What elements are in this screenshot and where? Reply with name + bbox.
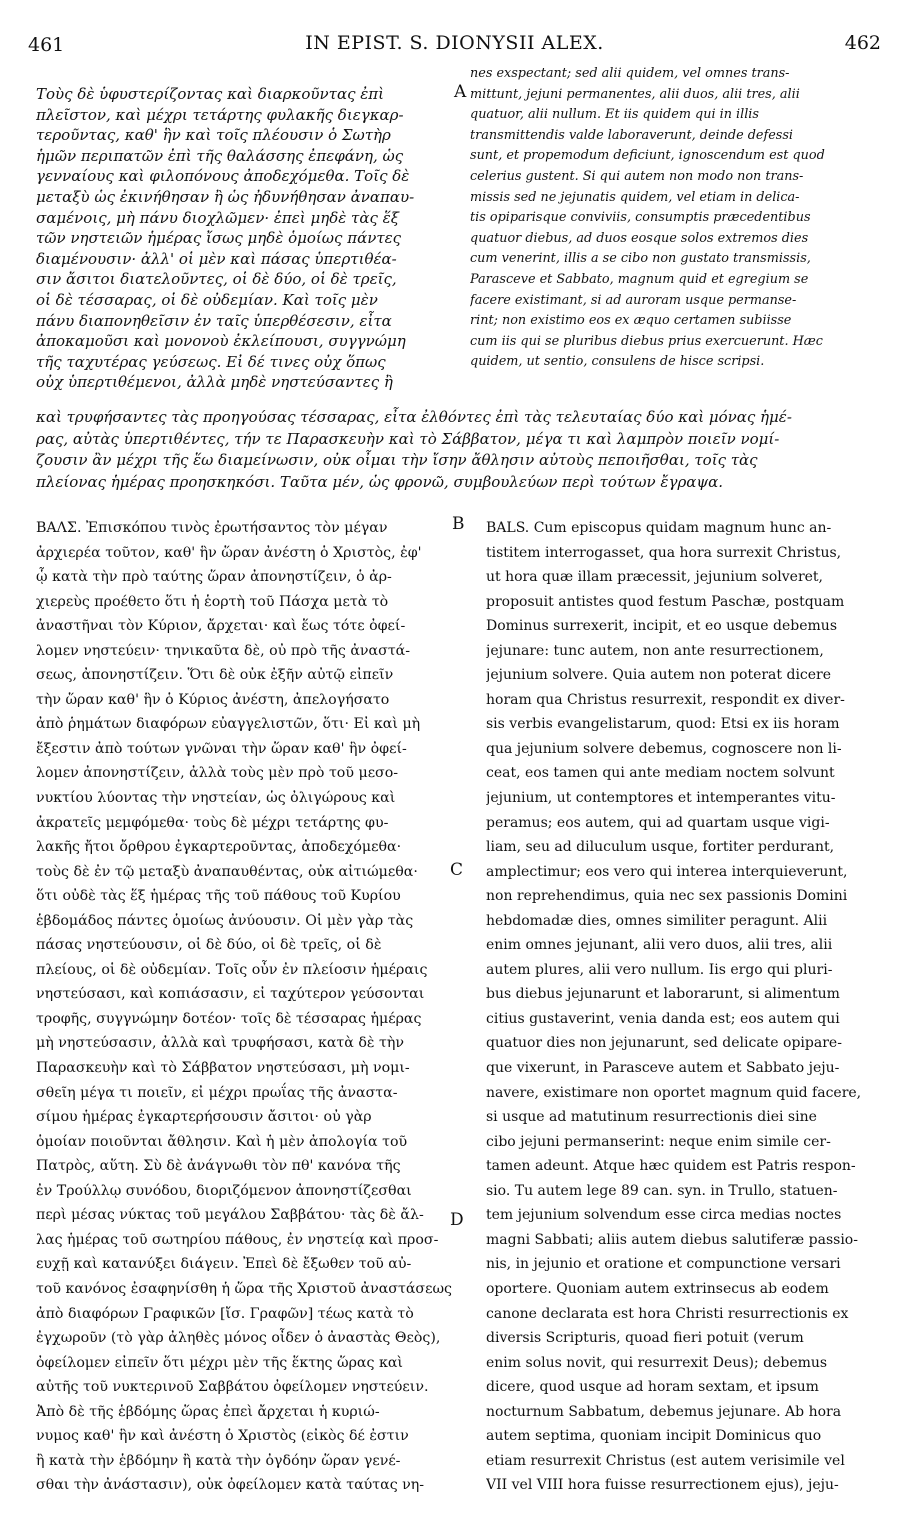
text-line: mittunt, jejuni permanentes, alii duos, alii tres, alii (470, 86, 800, 102)
text-line: ἀρχιερέα τοῦτον, καθ' ἣν ὥραν ἀνέστη ὁ Χριστὸς, ἐφ' (36, 544, 422, 561)
text-line: amplectimur; eos vero qui interea interquieverunt, (486, 863, 848, 880)
text-line: jejunium, ut contemptores et intemperantes vitu- (486, 790, 836, 807)
text-line: BALS. Cum episcopus quidam magnum hunc an- (486, 520, 832, 536)
text-line: etiam resurrexit Christus (est autem verisimile vel (486, 1452, 845, 1469)
text-line: missis sed ne jejunatis quidem, vel etiam in delica- (470, 189, 800, 205)
running-title: IN EPIST. S. DIONYSII ALEX. (305, 32, 604, 54)
text-line: ἐν Τρούλλῳ συνόδου, διοριζόμενον ἀπονηστίζεσθαι (36, 1182, 412, 1199)
page-number-right: 462 (844, 32, 881, 54)
text-line: τῶν νηστειῶν ἡμέρας ἴσως μηδὲ ὁμοίως πάντες (36, 229, 402, 248)
text-line: σθαι τὴν ἀνάστασιν), οὐκ ὀφείλομεν κατὰ ταύτας νη- (36, 1477, 425, 1494)
text-line: ἀπὸ διαφόρων Γραφικῶν [ἴσ. Γραφῶν] τέως κατὰ τὸ (36, 1305, 414, 1322)
greek-column-bottom (36, 516, 460, 1498)
text-line: ἢ κατὰ τὴν ἑβδόμην ἢ κατὰ τὴν ὀγδόην ὥραν γενέ- (36, 1452, 401, 1469)
text-line: ευχῇ καὶ κατανύξει διάγειν. Ἐπεὶ δὲ ἔξωθεν τοῦ αὐ- (36, 1256, 412, 1273)
text-line: bus diebus jejunarunt et laborarunt, si alimentum (486, 986, 840, 1003)
text-line: Παρασκευὴν καὶ τὸ Σάββατον νηστεύσασι, μὴ νομι- (36, 1060, 410, 1077)
text-line: cibo jejuni permanserint: neque enim simile cer- (486, 1133, 831, 1150)
section-marker-b: B (452, 514, 465, 534)
text-line: citius gustaverint, venia danda est; eos autem qui (486, 1010, 840, 1027)
text-line: enim solus novit, qui resurrexit Deus); debemus (486, 1354, 828, 1371)
text-line: rint; non existimo eos ex æquo certamen subiisse (470, 313, 792, 329)
latin-column-top (470, 64, 882, 373)
text-line: quidem, ut sentio, consulens de hisce scripsi. (470, 354, 765, 370)
text-line: σεως, ἀπονηστίζειν. Ὅτι δὲ οὐκ ἐξῆν αὐτῷ εἰπεῖν (36, 667, 394, 684)
text-line: πλείους, οἱ δὲ οὐδεμίαν. Τοῖς οὖν ἐν πλείοσιν ἡμέραις (36, 961, 428, 978)
text-line: τοῦ κανόνος ἐσαφηνίσθη ἡ ὥρα τῆς Χριστοῦ ἀναστάσεως (36, 1280, 452, 1297)
text-line: jejunium solvere. Quia autem non poterat dicere (486, 667, 832, 684)
text-line: magni Sabbati; aliis autem diebus salutiferæ passio- (486, 1231, 858, 1248)
text-line: horam qua Christus resurrexit, respondit ex diver- (486, 691, 845, 708)
text-line: τῆς ταχυτέρας γεύσεως. Εἰ δέ τινες οὐχ ὅπως (36, 352, 386, 371)
text-line: proposuit antistes quod festum Paschæ, postquam (486, 593, 845, 610)
text-line: Dominus surrexerit, incipit, et eo usque debemus (486, 618, 838, 635)
text-line: πλείονας ἡμέρας προησκηκόσι. Ταῦτα μέν, ὡς φρονῶ, συμβουλεύων περὶ τούτων ἔγραψα. (36, 472, 724, 491)
text-line: ἀκρατεῖς μεμφόμεθα· τοὺς δὲ μέχρι τετάρτης φυ- (36, 814, 389, 831)
text-line: Parasceve et Sabbato, magnum quid et egregium se (470, 271, 809, 287)
text-line: περὶ μέσας νύκτας τοῦ μεγάλου Σαββάτου· τὰς δὲ ἄλ- (36, 1207, 424, 1224)
text-line: νυμος καθ' ἣν καὶ ἀνέστη ὁ Χριστὸς (εἰκὸς δέ ἐστιν (36, 1428, 409, 1445)
text-line: πάσας νηστεύουσιν, οἱ δὲ δύο, οἱ δὲ τρεῖς, οἱ δὲ (36, 937, 382, 954)
text-line: διαμένουσιν· ἀλλ' οἱ μὲν καὶ πάσας ὑπερτιθέα- (36, 249, 397, 268)
text-line: ἐγχωροῦν (τὸ γὰρ ἀληθὲς μόνος οἶδεν ὁ ἀναστὰς Θεὸς), (36, 1330, 441, 1347)
text-line: sis verbis evangelistarum, quod: Etsi ex iis horam (486, 716, 840, 733)
text-line: hebdomadæ dies, omnes similiter peragunt. Alii (486, 912, 828, 929)
text-line: τοὺς δὲ ἐν τῷ μεταξὺ ἀναπαυθέντας, οὐκ αἰτιώμεθα· (36, 863, 418, 880)
text-line: tis opiparisque conviviis, consumptis præcedentibus (470, 210, 811, 226)
text-line: σίμου ἡμέρας ἐγκαρτερήσουσιν ἄσιτοι· οὐ γὰρ (36, 1109, 372, 1126)
text-line: quatuor, alii nullum. Et iis quidem qui in illis (470, 107, 759, 123)
text-line: que vixerunt, in Parasceve autem et Sabbato jeju- (486, 1060, 840, 1077)
section-marker-c: C (450, 860, 464, 880)
text-line: navere, existimare non oportet magnum quid facere, (486, 1084, 862, 1101)
text-line: πλεῖστον, καὶ μέχρι τετάρτης φυλακῆς διεγκαρ- (36, 105, 404, 124)
text-line: ὁμοίαν ποιοῦνται ἄθλησιν. Καὶ ἡ μὲν ἀπολογία τοῦ (36, 1133, 408, 1150)
text-line: ἀναστῆναι τὸν Κύριον, ἄρχεται· καὶ ἕως τότε ὀφεί- (36, 618, 406, 635)
text-line: si usque ad matutinum resurrectionis diei sine (486, 1109, 817, 1126)
text-line: diversis Scripturis, quoad fieri potuit (verum (486, 1330, 804, 1347)
text-line: ἀποκαμοῦσι καὶ μονονοὺ ἐκλείπουσι, συγγνώμη (36, 332, 406, 351)
text-line: ἀπὸ ῥημάτων διαφόρων εὐαγγελιστῶν, ὅτι· Εἰ καὶ μὴ (36, 716, 421, 733)
text-line: nocturnum Sabbatum, debemus jejunare. Ab hora (486, 1403, 842, 1420)
text-line: jejunare: tunc autem, non ante resurrectionem, (486, 642, 824, 659)
text-line: χιερεὺς προέθετο ὅτι ἡ ἑορτὴ τοῦ Πάσχα μετὰ τὸ (36, 593, 389, 610)
text-line: ceat, eos tamen qui ante mediam noctem solvunt (486, 765, 835, 782)
text-line: liam, seu ad diluculum usque, fortiter perdurant, (486, 839, 835, 856)
text-line: qua jejunium solvere debemus, cognoscere non li- (486, 740, 842, 757)
text-line: μὴ νηστεύσασιν, ἀλλὰ καὶ τρυφήσασι, κατὰ δὲ τὴν (36, 1035, 405, 1052)
text-line: λακῆς ἤτοι ὄρθρου ἐγκαρτεροῦντας, ἀποδεχόμεθα· (36, 839, 402, 856)
running-header (28, 32, 881, 62)
text-line: canone declarata est hora Christi resurrectionis ex (486, 1305, 849, 1322)
text-line: καὶ τρυφήσαντες τὰς προηγούσας τέσσαρας, εἶτα ἐλθόντες ἐπὶ τὰς τελευταίας δύο καὶ μόνας ἡμέ- (36, 408, 792, 426)
text-line: γενναίους καὶ φιλοπόνους ἀποδεχόμεθα. Τοῖς δὲ (36, 167, 410, 186)
text-line: οὐχ ὑπερτιθέμενοι, ἀλλὰ μηδὲ νηστεύσαντες ἢ (36, 373, 393, 392)
text-line: τροφῆς, συγγνώμην δοτέον· τοῖς δὲ τέσσαρας ἡμέρας (36, 1010, 422, 1027)
text-line: transmittendis valde laboraverunt, deinde defessi (470, 127, 794, 143)
text-line: autem septima, quoniam incipit Dominicus quo (486, 1428, 822, 1445)
text-line: non reprehendimus, quia nec sex passionis Domini (486, 888, 848, 905)
text-line: tem jejunium solvendum esse circa medias noctes (486, 1207, 842, 1224)
text-line: celerius gustent. Si qui autem non modo non trans- (470, 168, 804, 184)
text-line: Πατρὸς, αὕτη. Σὺ δὲ ἀνάγνωθι τὸν πθ' κανόνα τῆς (36, 1158, 401, 1175)
text-line: μεταξὺ ὡς ἐκινήθησαν ἢ ὡς ἠδυνήθησαν ἀναπαυ- (36, 187, 415, 206)
text-line: οἱ δὲ τέσσαρας, οἱ δὲ οὐδεμίαν. Καὶ τοῖς μὲν (36, 290, 378, 309)
text-line: ΒΑΛΣ. Ἐπισκόπου τινὸς ἐρωτήσαντος τὸν μέγαν (36, 520, 388, 536)
text-line: enim omnes jejunant, alii vero duos, alii tres, alii (486, 937, 833, 954)
text-line: λομεν ἀπονηστίζειν, ἀλλὰ τοὺς μὲν πρὸ τοῦ μεσο- (36, 765, 399, 782)
greek-full-width-passage (36, 407, 882, 493)
text-line: autem plures, alii vero nullum. Iis ergo qui pluri- (486, 961, 833, 978)
section-marker-a: A (454, 82, 467, 102)
text-line: tamen adeunt. Atque hæc quidem est Patris respon- (486, 1158, 856, 1175)
text-line: νηστεύσασι, καὶ κοπιάσασιν, εἰ ταχύτερον γεύσονται (36, 986, 425, 1003)
text-line: nis, in jejunio et oratione et compunctione versari (486, 1256, 841, 1273)
text-line: facere existimant, si ad auroram usque permanse- (470, 292, 797, 308)
text-line: αὐτῆς τοῦ νυκτερινοῦ Σαββάτου ὀφείλομεν νηστεύειν. (36, 1379, 429, 1396)
text-line: ἑβδομάδος πάντες ὁμοίως ἀνύουσιν. Οἱ μὲν γὰρ τὰς (36, 912, 414, 929)
text-line: Τοὺς δὲ ὑφυστερίζοντας καὶ διαρκοῦντας ἐπὶ (36, 85, 385, 103)
text-line: ᾧ κατὰ τὴν πρὸ ταύτης ὥραν ἀπονηστίζειν, ὁ ἀρ- (36, 569, 392, 586)
text-line: ἔξεστιν ἀπὸ τούτων γνῶναι τὴν ὥραν καθ' ἣν ὀφεί- (36, 740, 407, 757)
text-line: cum venerint, illis a se cibo non gustato transmissis, (470, 251, 811, 267)
text-line: sio. Tu autem lege 89 can. syn. in Trullo, statuen- (486, 1182, 838, 1199)
text-line: ὀφείλομεν εἰπεῖν ὅτι μέχρι μὲν τῆς ἕκτης ὥρας καὶ (36, 1354, 403, 1371)
text-line: λομεν νηστεύειν· τηνικαῦτα δὲ, οὐ πρὸ τῆς ἀναστά- (36, 642, 411, 659)
text-line: Ἀπὸ δὲ τῆς ἑβδόμης ὥρας ἐπεὶ ἄρχεται ἡ κυριώ- (36, 1403, 380, 1420)
text-line: ζουσιν ἂν μέχρι τῆς ἕω διαμείνωσιν, οὐκ οἶμαι τὴν ἴσην ἄθλησιν αὐτοὺς πεποιῆσθαι, τοῖς τὰς (36, 451, 758, 469)
text-line: quatuor dies non jejunarunt, sed delicate opipare- (486, 1035, 842, 1052)
text-line: νυκτίου λύοντας τὴν νηστείαν, ὡς ὀλιγώρους καὶ (36, 790, 396, 807)
text-line: σθεῖη μέγα τι ποιεῖν, εἰ μέχρι πρωΐας τῆς ἀναστα- (36, 1084, 398, 1101)
text-line: dicere, quod usque ad horam sextam, et ipsum (486, 1379, 819, 1396)
text-line: ὅτι οὐδὲ τὰς ἕξ ἡμέρας τῆς τοῦ πάθους τοῦ Κυρίου (36, 888, 401, 905)
text-line: nes exspectant; sed alii quidem, vel omnes trans- (470, 66, 790, 81)
greek-column-top (36, 84, 456, 393)
text-line: σαμένοις, μὴ πάνυ διοχλῶμεν· ἐπεὶ μηδὲ τὰς ἕξ (36, 208, 399, 227)
text-line: ἡμῶν περιπατῶν ἐπὶ τῆς θαλάσσης ἐπεφάνη, ὡς (36, 146, 404, 165)
page-number-left: 461 (28, 34, 65, 56)
text-line: peramus; eos autem, qui ad quartam usque vigi- (486, 814, 830, 831)
text-line: cum iis qui se pluribus diebus prius exercuerunt. Hæc (470, 333, 823, 349)
text-line: oportere. Quoniam autem extrinsecus ab eodem (486, 1280, 829, 1297)
text-line: ρας, αὐτὰς ὑπερτιθέντες, τήν τε Παρασκευὴν καὶ τὸ Σάββατον, μέγα τι καὶ λαμπρὸν ποιεῖν νομί- (36, 429, 780, 448)
text-line: quatuor diebus, ad duos eosque solos extremos dies (470, 230, 809, 246)
text-line: sunt, et propemodum deficiunt, ignoscendum est quod (470, 148, 825, 164)
text-line: λας ἡμέρας τοῦ σωτηρίου πάθους, ἐν νηστείᾳ καὶ προσ- (36, 1231, 439, 1248)
latin-column-bottom (486, 516, 882, 1498)
text-line: ut hora quæ illam præcessit, jejunium solveret, (486, 569, 823, 586)
text-line: τεροῦντας, καθ' ἣν καὶ τοῖς πλέουσιν ὁ Σωτὴρ (36, 126, 391, 145)
text-line: πάνυ διαπονηθεῖσιν ἐν ταῖς ὑπερθέσεσιν, εἶτα (36, 311, 392, 330)
section-marker-d: D (450, 1210, 464, 1230)
text-line: tistitem interrogasset, qua hora surrexit Christus, (486, 544, 842, 561)
text-line: VII vel VIII hora fuisse resurrectionem ejus), jeju- (486, 1477, 839, 1494)
text-line: σιν ἄσιτοι διατελοῦντες, οἱ δὲ δύο, οἱ δὲ τρεῖς, (36, 270, 397, 289)
text-line: τὴν ὥραν καθ' ἣν ὁ Κύριος ἀνέστη, ἀπελογήσατο (36, 691, 390, 708)
